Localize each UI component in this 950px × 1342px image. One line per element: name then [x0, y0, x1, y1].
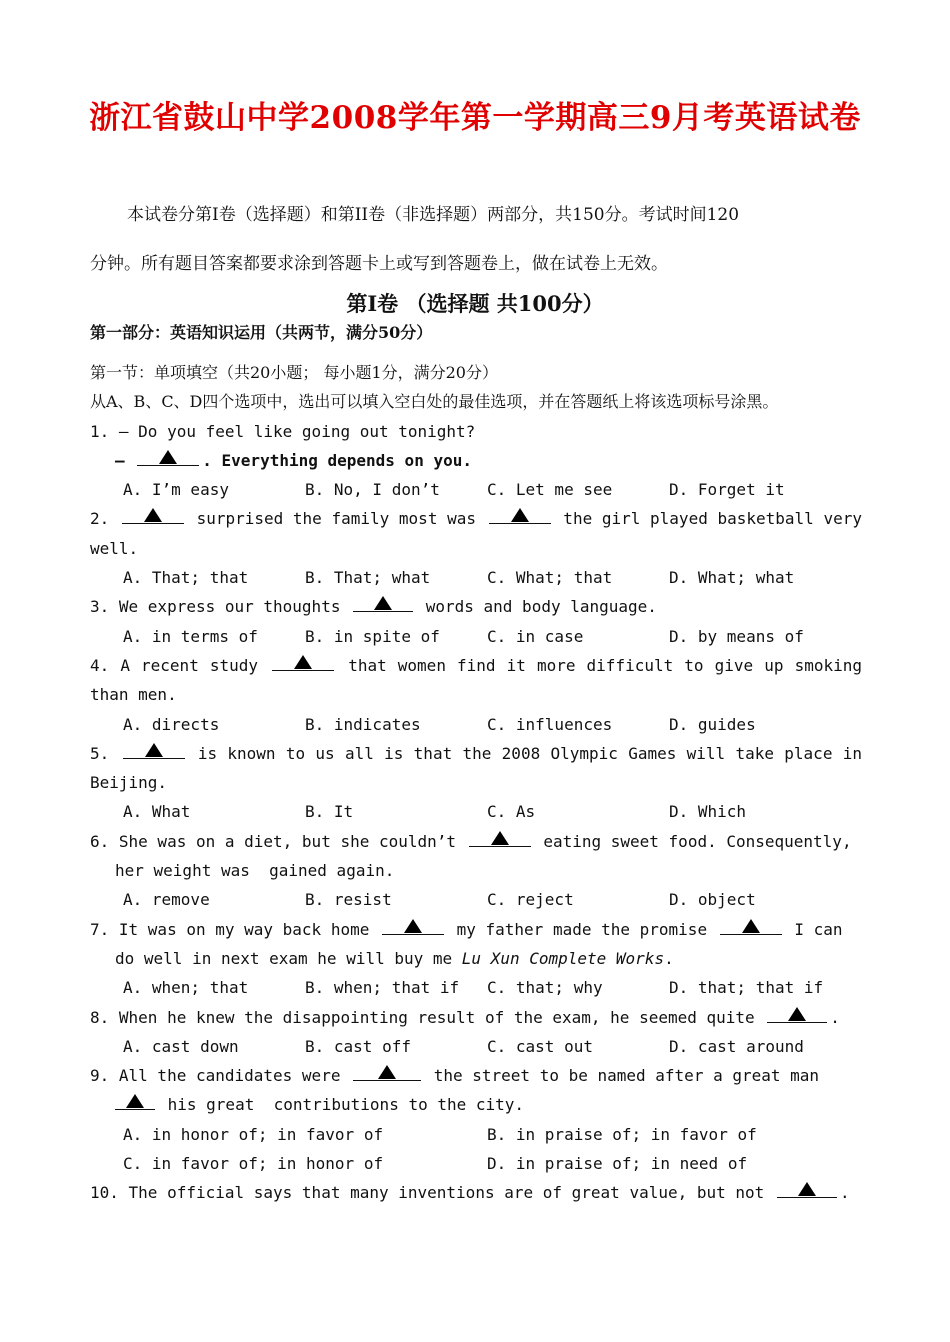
- option-d: D. in praise of; in need of: [487, 1154, 748, 1174]
- answer-blank: [720, 916, 782, 935]
- answer-blank: [382, 916, 444, 935]
- question-5: 5. is known to us all is that the 2008 Olympic Games will take place in Beijing.: [90, 739, 862, 798]
- option-c: C. in case: [487, 626, 584, 646]
- triangle-icon: [145, 743, 163, 757]
- answer-blank: [489, 505, 551, 524]
- question-4-options: [90, 710, 862, 739]
- question-10: 10. The official says that many inventions are of great value, but not .: [90, 1178, 862, 1207]
- triangle-icon: [798, 1182, 816, 1196]
- triangle-icon: [491, 831, 509, 845]
- option-d: D. Forget it: [669, 480, 785, 500]
- question-7-cont: do well in next exam he will buy me Lu Xun Complete Works.: [115, 948, 674, 968]
- triangle-icon: [742, 919, 760, 933]
- question-6-options: [90, 885, 862, 914]
- option-b: B. when; that if: [305, 978, 460, 998]
- answer-blank: [123, 740, 185, 759]
- question-2: 2. surprised the family most was the girl played basketball very well.: [90, 504, 862, 563]
- option-a: A. in honor of; in favor of: [123, 1124, 384, 1144]
- question-3: 3. We express our thoughts words and body language.: [90, 592, 862, 621]
- answer-blank: [115, 1091, 155, 1110]
- option-b: B. No, I don’t: [305, 480, 440, 500]
- exam-title: 浙江省鼓山中学2008学年第一学期高三9月考英语试卷: [89, 100, 861, 136]
- answer-blank: [353, 1062, 421, 1081]
- question-6-cont: her weight was gained again.: [115, 861, 395, 881]
- triangle-icon: [511, 508, 529, 522]
- option-c: C. influences: [487, 714, 613, 734]
- option-a: A. cast down: [123, 1036, 239, 1056]
- sub1-instructions: 从A、B、C、D四个选项中，选出可以填入空白处的最佳选项，并在答题纸上将该选项标号涂黑。: [90, 392, 779, 412]
- answer-blank: [353, 593, 413, 612]
- option-a: A. when; that: [123, 978, 249, 998]
- option-c: C. As: [487, 802, 536, 822]
- answer-blank: [469, 828, 531, 847]
- answer-blank: [137, 447, 199, 466]
- question-2-options: [90, 563, 862, 592]
- option-d: D. by means of: [669, 626, 804, 646]
- option-d: D. What; what: [669, 568, 795, 588]
- question-1: 1. — Do you feel like going out tonight?: [90, 421, 476, 441]
- option-d: D. cast around: [669, 1036, 804, 1056]
- answer-blank: [767, 1004, 827, 1023]
- questions-area: [90, 358, 862, 1208]
- option-b: B. resist: [305, 890, 392, 910]
- answer-blank: [777, 1179, 837, 1198]
- option-b: B. in spite of: [305, 626, 440, 646]
- option-a: A. directs: [123, 714, 220, 734]
- option-b: B. in praise of; in favor of: [487, 1124, 757, 1144]
- option-a: A. That; that: [123, 568, 249, 588]
- option-a: A. remove: [123, 890, 210, 910]
- option-b: B. cast off: [305, 1036, 411, 1056]
- sub1-title: 第一节：单项填空（共20小题； 每小题1分，满分20分）: [90, 363, 498, 382]
- question-5-options: [90, 797, 862, 826]
- triangle-icon: [294, 655, 312, 669]
- option-c: C. that; why: [487, 978, 603, 998]
- option-d: D. Which: [669, 802, 747, 822]
- option-c: C. Let me see: [487, 480, 613, 500]
- option-d: D. guides: [669, 714, 756, 734]
- option-c: C. in favor of; in honor of: [123, 1154, 384, 1174]
- triangle-icon: [374, 596, 392, 610]
- question-8-options: [90, 1032, 862, 1061]
- question-9-cont: his great contributions to the city.: [90, 1090, 862, 1119]
- option-a: A. What: [123, 802, 191, 822]
- option-b: B. That; what: [305, 568, 431, 588]
- option-c: C. cast out: [487, 1036, 593, 1056]
- option-b: B. It: [305, 802, 354, 822]
- triangle-icon: [788, 1007, 806, 1021]
- triangle-icon: [126, 1094, 144, 1108]
- part1-title: 第一部分：英语知识运用（共两节，满分50分）: [90, 323, 433, 342]
- question-3-options: [90, 622, 862, 651]
- option-d: D. object: [669, 890, 756, 910]
- option-c: C. What; that: [487, 568, 613, 588]
- question-7-options: [90, 973, 862, 1002]
- option-b: B. indicates: [305, 714, 421, 734]
- question-8: 8. When he knew the disappointing result of the exam, he seemed quite .: [90, 1003, 862, 1032]
- option-a: A. I’m easy: [123, 480, 229, 500]
- option-a: A. in terms of: [123, 626, 258, 646]
- question-1-reply: — . Everything depends on you.: [90, 446, 862, 475]
- answer-blank: [272, 652, 334, 671]
- question-6: 6. She was on a diet, but she couldn’t eating sweet food. Consequently,: [90, 827, 862, 856]
- question-9: 9. All the candidates were the street to be named after a great man: [90, 1061, 862, 1090]
- section-title: 第I卷 （选择题 共100分）: [346, 291, 604, 316]
- question-4: 4. A recent study that women find it more difficult to give up smoking than men.: [90, 651, 862, 710]
- answer-blank: [122, 505, 184, 524]
- option-d: D. that; that if: [669, 978, 824, 998]
- question-9-options-row1: [90, 1120, 862, 1149]
- triangle-icon: [404, 919, 422, 933]
- question-7: 7. It was on my way back home my father made the promise I can: [90, 915, 862, 944]
- question-1-options: [90, 475, 862, 504]
- triangle-icon: [159, 450, 177, 464]
- triangle-icon: [144, 508, 162, 522]
- intro-line-1: 本试卷分第I卷（选择题）和第II卷（非选择题）两部分，共150分。考试时间120: [127, 205, 740, 225]
- triangle-icon: [378, 1065, 396, 1079]
- intro-line-2: 分钟。所有题目答案都要求涂到答题卡上或写到答题卷上，做在试卷上无效。: [90, 254, 668, 274]
- question-9-options-row2: [90, 1149, 862, 1178]
- option-c: C. reject: [487, 890, 574, 910]
